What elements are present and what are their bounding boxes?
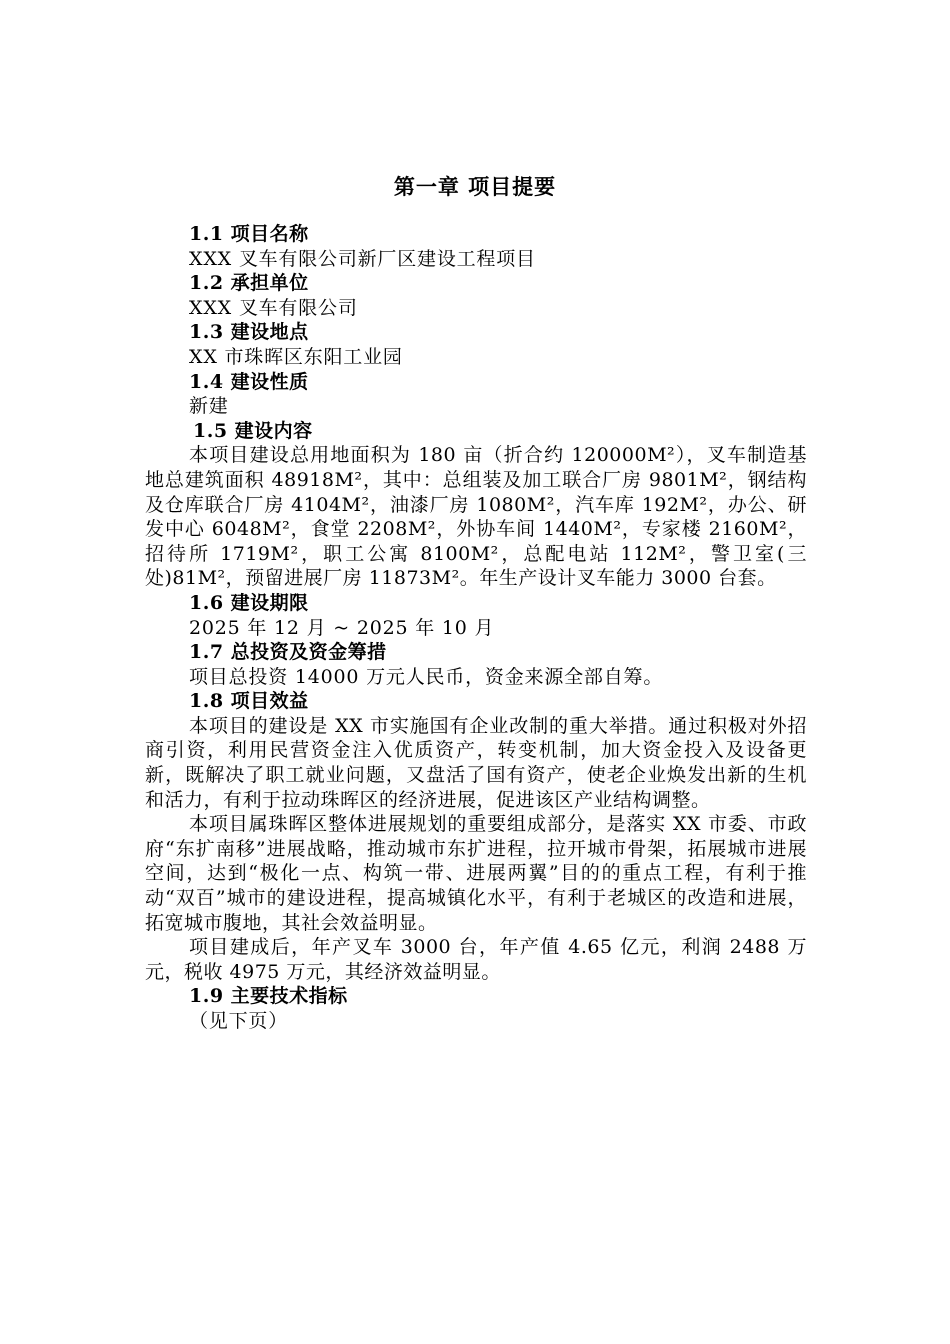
section-heading-1-2: 1.2 承担单位 xyxy=(189,272,309,295)
section-heading-1-3: 1.3 建设地点 xyxy=(189,321,309,344)
section-heading-1-8: 1.8 项目效益 xyxy=(189,690,309,713)
benefit-paragraph-1: 本项目的建设是 XX 市实施国有企业改制的重大举措。通过积极对外招商引资，利用民营资金注入优质资产，转变机制，加大资金投入及设备更新，既解决了职工就业问题，又盘活了国有资产，使老企业焕发出新的生机和活力，有利于拉动珠晖区的经济进展，促进该区产业结构调整。 xyxy=(145,714,807,811)
construction-nature: 新建 xyxy=(189,395,229,418)
section-heading-1-1: 1.1 项目名称 xyxy=(189,223,309,245)
chapter-title: 第一章 项目提要 xyxy=(393,174,557,199)
section-heading-1-9: 1.9 主要技术指标 xyxy=(189,985,348,1008)
responsible-unit: XXX 叉车有限公司 xyxy=(189,296,358,319)
investment-paragraph: 项目总投资 14000 万元人民币，资金来源全部自筹。 xyxy=(189,665,664,688)
project-name: XXX 叉车有限公司新厂区建设工程项目 xyxy=(189,247,536,270)
section-heading-1-6: 1.6 建设期限 xyxy=(189,591,309,614)
section-heading-1-5: 1.5 建设内容 xyxy=(193,419,313,442)
construction-period: 2025 年 12 月 ~ 2025 年 10 月 xyxy=(189,616,495,639)
document-body xyxy=(145,222,807,1034)
section-heading-1-4: 1.4 建设性质 xyxy=(189,370,309,393)
benefit-paragraph-3: 项目建成后，年产叉车 3000 台，年产值 4.65 亿元，利润 2488 万元，税收 4975 万元，其经济效益明显。 xyxy=(145,936,807,983)
section-heading-1-7: 1.7 总投资及资金筹措 xyxy=(189,641,387,664)
see-next-page-note: （见下页） xyxy=(189,1010,289,1032)
benefit-paragraph-2: 本项目属珠晖区整体进展规划的重要组成部分，是落实 XX 市委、市政府“东扩南移”进展战略，推动城市东扩进程，拉开城市骨架，拓展城市进展空间，达到“极化一点、构筑一带、进展两翼”目的的重点工程，有利于推动“双百”城市的建设进程，提高城镇化水平，有利于老城区的改造和进展，拓宽城市腹地，其社会效益明显。 xyxy=(145,813,807,934)
construction-site: XX 市珠晖区东阳工业园 xyxy=(189,345,403,368)
construction-content-paragraph: 本项目建设总用地面积为 180 亩（折合约 120000M²），叉车制造基地总建筑面积 48918M²，其中：总组装及加工联合厂房 9801M²，钢结构及仓库联合厂房 4104M²，油漆厂房 1080M²，汽车库 192M²，办公、研发中心 6048M²，食堂 2208M²，外协车间 1440M²，专家楼 2160M²，招待所 1719M²，职工公寓 8100M²，总配电站 112M²，警卫室(三处)81M²，预留进展厂房 11873M²。年生产设计叉车能力 3000 台套。 xyxy=(145,444,807,590)
